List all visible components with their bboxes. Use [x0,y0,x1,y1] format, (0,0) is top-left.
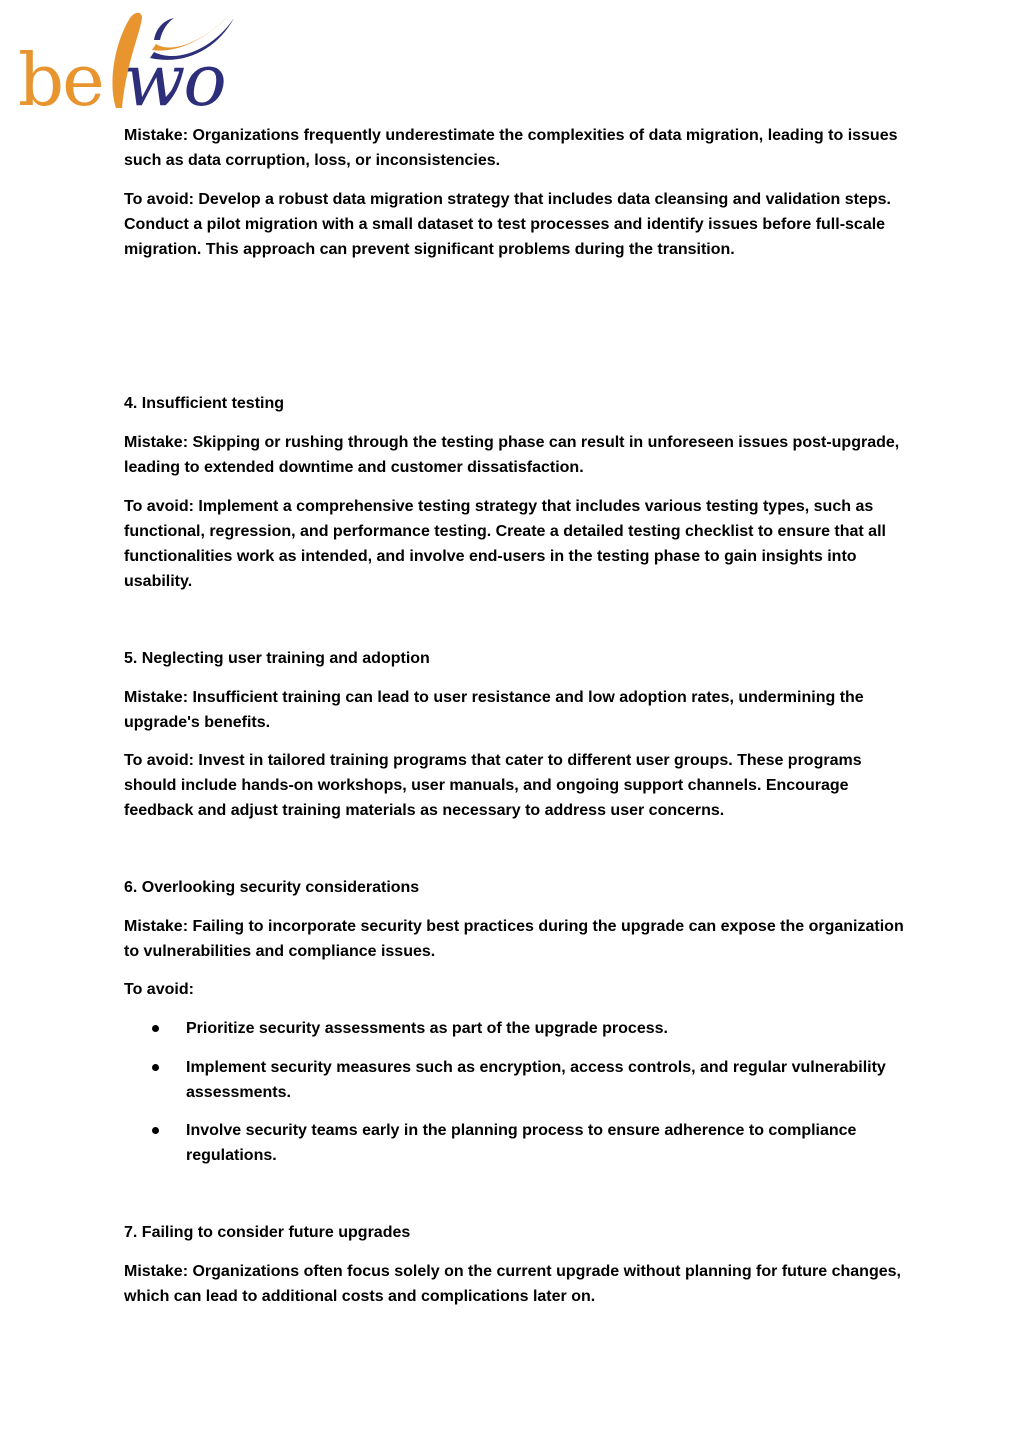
bullet-icon [152,1025,159,1032]
section4-mistake: Mistake: Skipping or rushing through the testing phase can result in unforeseen issues post-upgrade, leading to extended downtime and customer dissatisfaction. [124,434,900,476]
section7-heading: 7. Failing to consider future upgrades [124,1224,411,1241]
belwo-logo [18,4,238,122]
list-item-text: Involve security teams early in the planning process to ensure adherence to compliance regulations. [186,1122,857,1164]
section3-avoid: To avoid: Develop a robust data migration strategy that includes data cleansing and validation steps. Conduct a pilot migration with a small dataset to test processes and identify issues before full-scale migration. This approach can prevent significant problems during the transition. [124,191,891,258]
section5-heading: 5. Neglecting user training and adoption [124,650,430,667]
section6-mistake: Mistake: Failing to incorporate security best practices during the upgrade can expose the organization to vulnerabilities and compliance issues. [124,918,904,960]
bullet-icon [152,1127,159,1134]
list-item-text: Implement security measures such as encryption, access controls, and regular vulnerability assessments. [186,1059,886,1101]
section7-mistake: Mistake: Organizations often focus solely on the current upgrade without planning for future changes, which can lead to additional costs and complications later on. [124,1263,901,1305]
logo-wordmark: be wo [18,38,225,122]
section5-mistake: Mistake: Insufficient training can lead to user resistance and low adoption rates, undermining the upgrade's benefits. [124,689,864,731]
section6-avoid-label: To avoid: [124,981,194,998]
section4-avoid: To avoid: Implement a comprehensive testing strategy that includes various testing types, such as functional, regression, and performance testing. Create a detailed testing checklist to ensure that all functionalities work as intended, and involve end-users in the testing phase to gain insights into usability. [124,498,886,590]
list-item-text: Prioritize security assessments as part of the upgrade process. [186,1020,668,1037]
section6-heading: 6. Overlooking security considerations [124,879,420,896]
section5-avoid: To avoid: Invest in tailored training programs that cater to different user groups. These programs should include hands-on workshops, user manuals, and ongoing support channels. Encourage feedback and adjust training materials as necessary to address user concerns. [124,752,862,819]
section3-mistake: Mistake: Organizations frequently underestimate the complexities of data migration, leading to issues such as data corruption, loss, or inconsistencies. [124,127,898,169]
bullet-icon [152,1064,159,1071]
section4-heading: 4. Insufficient testing [124,395,285,412]
